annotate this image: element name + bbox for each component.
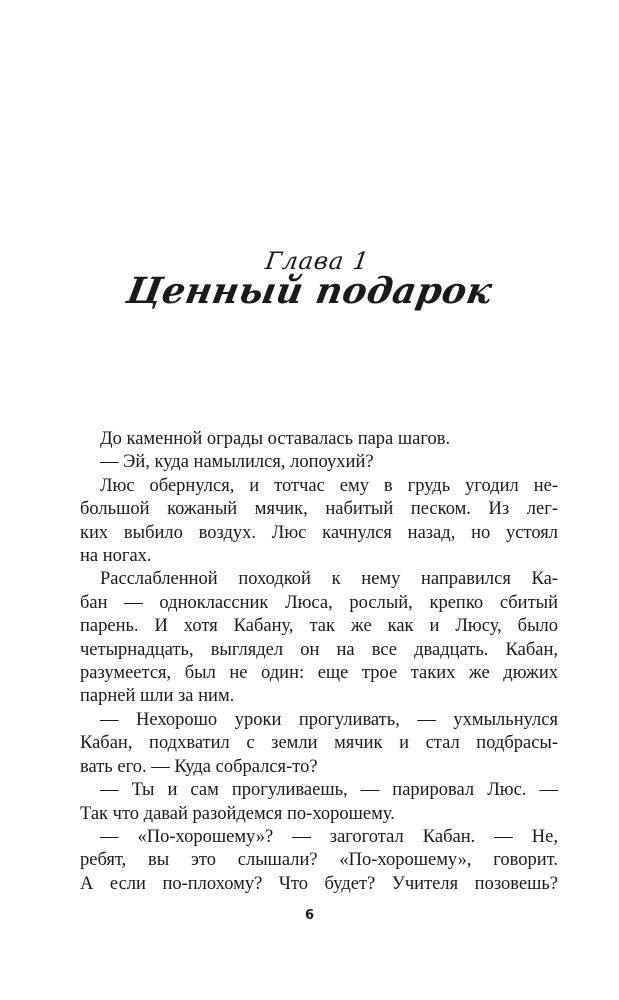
text-line: на ногах. <box>80 546 152 567</box>
text-line: большой кожаный мячик, набитый песком. Из лег- <box>80 499 558 520</box>
page-number: 6 <box>304 908 315 923</box>
text-line: Так что давай разойдемся по-хорошему. <box>80 803 395 824</box>
text-line: парней шли за ним. <box>80 686 235 707</box>
text-line: бан — одноклассник Люса, рослый, крепко сбитый <box>80 592 558 613</box>
paragraph <box>80 709 558 779</box>
text-line: — Ты и сам прогуливаешь, — парировал Люс. — <box>100 780 558 801</box>
paragraph <box>80 568 558 708</box>
paragraph <box>80 779 558 826</box>
text-line: — «По-хорошему»? — загоготал Кабан. — Не, <box>100 826 558 847</box>
text-line: А если по-плохому? Что будет? Учителя позовешь? <box>80 873 558 894</box>
text-line: — Нехорошо уроки прогуливать, — ухмыльнулся <box>100 709 558 730</box>
text-line: — Эй, куда намылился, лопоухий? <box>100 452 374 473</box>
body-text <box>80 428 558 896</box>
paragraph <box>80 428 558 451</box>
paragraph <box>80 475 558 569</box>
text-line: Кабан, подхватил с земли мячик и стал подбрасы- <box>80 733 558 754</box>
text-line: вать его. — Куда собрался-то? <box>80 756 318 777</box>
text-line: ких выбило воздух. Люс качнулся назад, но устоял <box>80 522 558 543</box>
text-line: парень. И хотя Кабану, так же как и Люсу, было <box>80 616 558 637</box>
paragraph <box>80 826 558 896</box>
text-line: ребят, вы это слышали? «По-хорошему», говорит. <box>80 850 558 871</box>
text-line: Расслабленной походкой к нему направился Ка- <box>100 569 558 590</box>
text-line: разумеется, был не один: еще трое таких же дюжих <box>80 663 558 684</box>
text-line: Люс обернулся, и тотчас ему в грудь угодил не- <box>100 475 558 496</box>
paragraph <box>80 451 558 474</box>
text-line: четырнадцать, выглядел он на все двадцать. Кабан, <box>80 639 558 660</box>
text-line: До каменной ограды оставалась пара шагов. <box>100 429 451 449</box>
chapter-title: Ценный подарок <box>123 270 496 312</box>
chapter-label: Глава 1 <box>263 247 372 275</box>
